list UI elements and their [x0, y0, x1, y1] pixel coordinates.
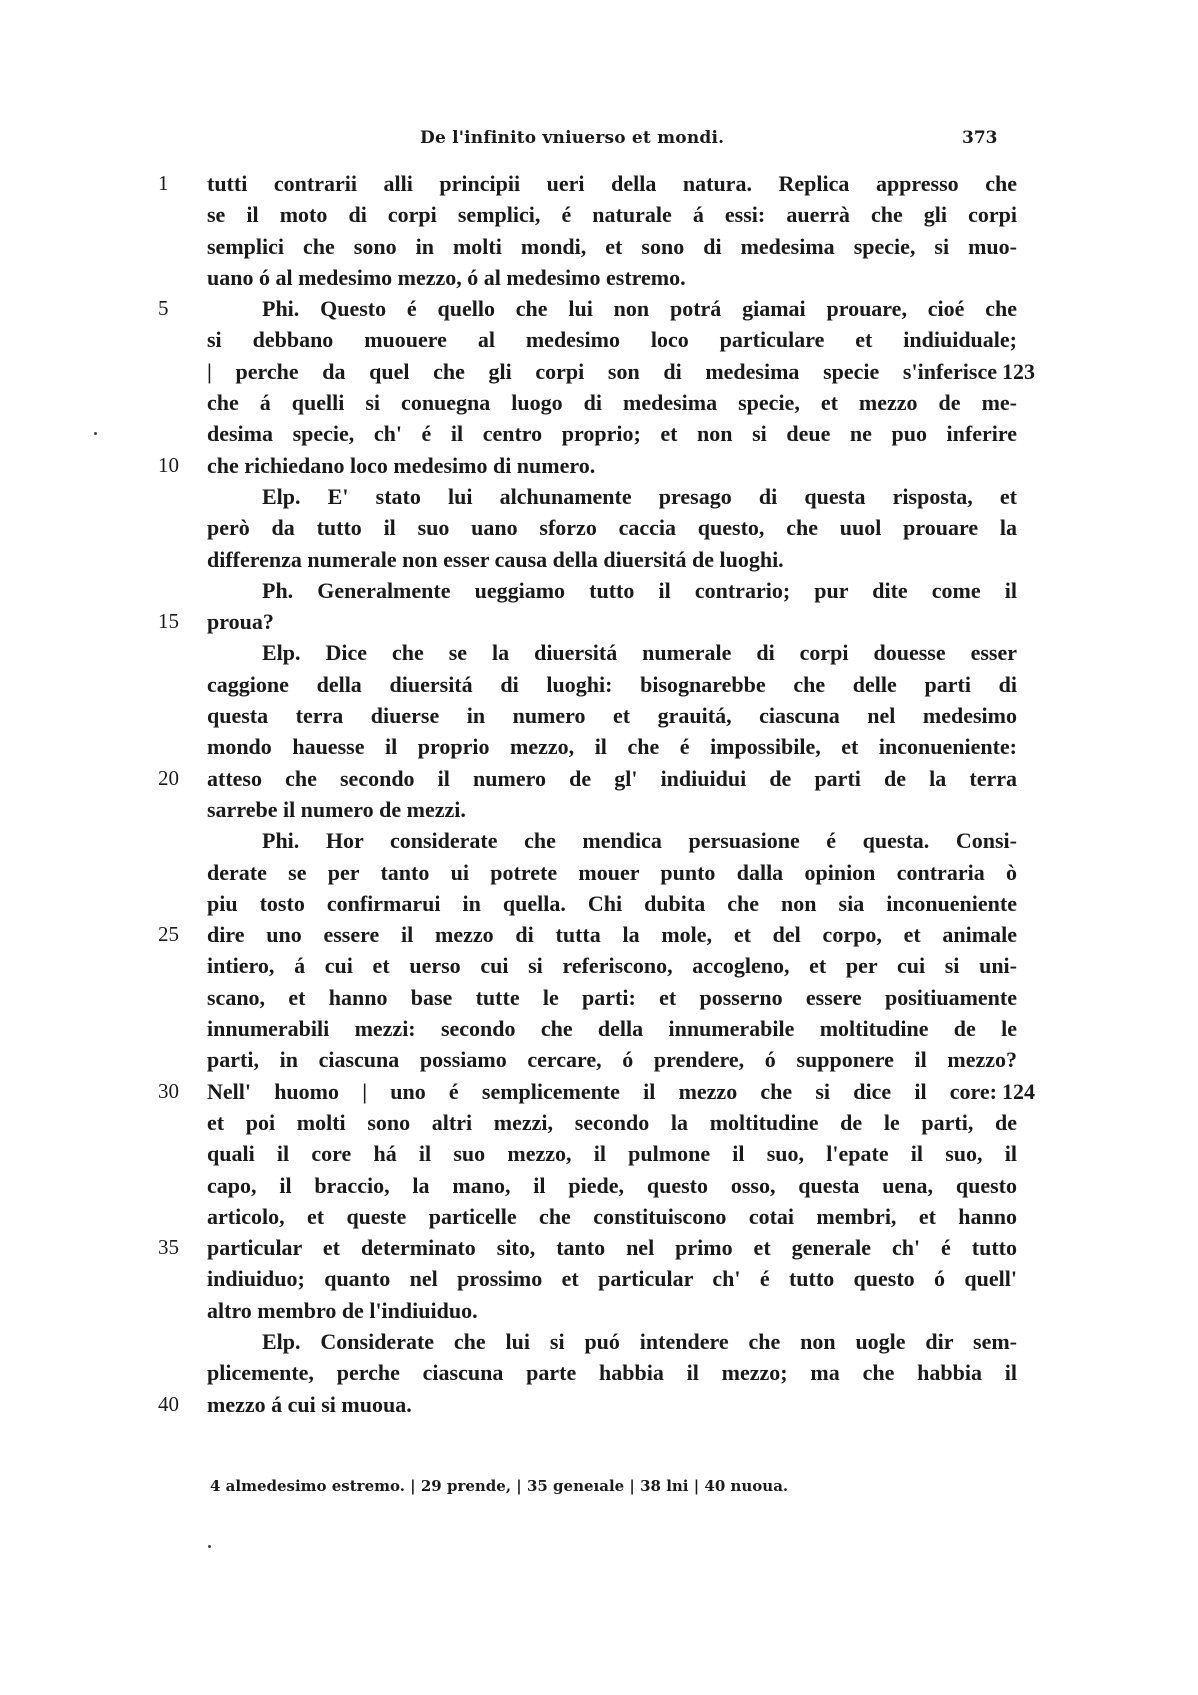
line-text: però da tutto il suo uano sforzo caccia questo, che uuol prouare la	[207, 515, 1017, 541]
text-line	[0, 1389, 1198, 1420]
body-text	[0, 168, 1198, 1420]
line-text: plicemente, perche ciascuna parte habbia il mezzo; ma che habbia il	[207, 1360, 1017, 1386]
margin-speck	[94, 432, 97, 435]
text-line	[0, 481, 1198, 512]
line-text: si debbano muouere al medesimo loco particulare et indiuiduale;	[207, 327, 1017, 353]
line-text: proua?	[207, 609, 274, 635]
line-text: se il moto di corpi semplici, é naturale á essi: auerrà che gli corpi	[207, 202, 1017, 228]
line-number: 1	[158, 171, 169, 195]
text-line	[0, 857, 1198, 888]
line-text: atteso che secondo il numero de gl' indiuidui de parti de la terra	[207, 765, 1017, 791]
line-text: innumerabili mezzi: secondo che della innumerabile moltitudine de le	[207, 1016, 1017, 1042]
line-text: mondo hauesse il proprio mezzo, il che é impossibile, et inconueniente:	[207, 734, 1017, 760]
line-number: 35	[158, 1235, 179, 1260]
line-text: Phi. Questo é quello che lui non potrá giamai prouare, cioé che	[262, 296, 1017, 322]
line-text: indiuiduo; quanto nel prossimo et particular ch' é tutto questo ó quell'	[207, 1266, 1017, 1292]
line-text: che richiedano loco medesimo di numero.	[207, 452, 596, 478]
line-text: Elp. Dice che se la diuersitá numerale di corpi douesse esser	[262, 640, 1017, 666]
text-line	[0, 888, 1198, 919]
text-line	[0, 1201, 1198, 1232]
text-line	[0, 199, 1198, 230]
text-line	[0, 982, 1198, 1013]
text-line	[0, 669, 1198, 700]
line-text: semplici che sono in molti mondi, et sono di medesima specie, si muo-	[207, 233, 1017, 259]
text-line	[0, 825, 1198, 856]
text-line	[0, 794, 1198, 825]
text-line	[0, 1044, 1198, 1075]
text-line	[0, 763, 1198, 794]
line-number: 25	[158, 922, 179, 947]
text-line	[0, 575, 1198, 606]
line-number: 15	[158, 609, 179, 634]
text-line	[0, 1107, 1198, 1138]
line-text: Phi. Hor considerate che mendica persuasione é questa. Consi-	[262, 828, 1017, 854]
line-text: intiero, á cui et uerso cui si referiscono, accogleno, et per cui si uni-	[207, 953, 1017, 979]
line-text: caggione della diuersitá di luoghi: bisognarebbe che delle parti di	[207, 671, 1017, 697]
line-text: piu tosto confirmarui in quella. Chi dubita che non sia inconueniente	[207, 890, 1017, 916]
text-line	[0, 1232, 1198, 1263]
text-line	[0, 1138, 1198, 1169]
text-line	[0, 950, 1198, 981]
text-line	[0, 1357, 1198, 1388]
line-number: 5	[158, 296, 169, 321]
critical-apparatus-footnote: 4 almedesimo estremo. | 29 prende, | 35 geneıale | 38 lni | 40 nuoua.	[210, 1477, 789, 1495]
line-text: Elp. Considerate che lui si puó intendere che non uogle dir sem-	[262, 1328, 1017, 1354]
line-text: capo, il braccio, la mano, il piede, questo osso, questa uena, questo	[207, 1172, 1017, 1198]
page-number: 373	[962, 128, 998, 148]
line-text: Ph. Generalmente ueggiamo tutto il contrario; pur dite come il	[262, 577, 1017, 603]
text-line	[0, 919, 1198, 950]
text-line	[0, 700, 1198, 731]
line-text: parti, in ciascuna possiamo cercare, ó prendere, ó supponere il mezzo?	[207, 1047, 1017, 1073]
text-line	[0, 512, 1198, 543]
running-title: De l'infinito vniuerso et mondi.	[420, 128, 725, 148]
original-page-marker: 124	[1002, 1078, 1035, 1104]
line-text: differenza numerale non esser causa della diuersitá de luoghi.	[207, 546, 784, 572]
text-line	[0, 356, 1198, 387]
text-line	[0, 606, 1198, 637]
line-text: derate se per tanto ui potrete mouer punto dalla opinion contraria ò	[207, 859, 1017, 885]
line-text: Nell' huomo | uno é semplicemente il mezzo che si dice il core:	[207, 1078, 997, 1104]
line-number: 40	[158, 1391, 179, 1416]
line-text: | perche da quel che gli corpi son di medesima specie s'inferisce	[207, 358, 997, 384]
text-line	[0, 262, 1198, 293]
line-text: altro membro de l'indiuiduo.	[207, 1297, 478, 1323]
line-text: scano, et hanno base tutte le parti: et posserno essere positiuamente	[207, 984, 1017, 1010]
line-text: et poi molti sono altri mezzi, secondo la moltitudine de le parti, de	[207, 1109, 1017, 1135]
text-line	[0, 1170, 1198, 1201]
line-text: uano ó al medesimo mezzo, ó al medesimo estremo.	[207, 264, 686, 290]
text-line	[0, 450, 1198, 481]
line-text: che á quelli si conuegna luogo di medesima specie, et mezzo de me-	[207, 390, 1017, 416]
line-text: mezzo á cui si muoua.	[207, 1391, 412, 1417]
line-text: questa terra diuerse in numero et grauitá, ciascuna nel medesimo	[207, 703, 1017, 729]
text-line	[0, 544, 1198, 575]
text-line	[0, 1326, 1198, 1357]
text-line	[0, 387, 1198, 418]
line-text: tutti contrarii alli principii ueri della natura. Replica appresso che	[207, 171, 1017, 196]
text-line	[0, 324, 1198, 355]
line-text: articolo, et queste particelle che constituiscono cotai membri, et hanno	[207, 1203, 1017, 1229]
original-page-marker: 123	[1002, 358, 1035, 384]
line-text: particular et determinato sito, tanto nel primo et generale ch' é tutto	[207, 1235, 1017, 1261]
line-number: 30	[158, 1078, 179, 1103]
text-line	[0, 731, 1198, 762]
line-text: desima specie, ch' é il centro proprio; et non si deue ne puo inferire	[207, 421, 1017, 447]
text-line	[0, 1263, 1198, 1294]
text-line	[0, 231, 1198, 262]
line-text: sarrebe il numero de mezzi.	[207, 796, 466, 822]
text-line	[0, 168, 1198, 199]
line-number: 10	[158, 452, 179, 477]
text-line	[0, 1295, 1198, 1326]
line-text: Elp. E' stato lui alchunamente presago di questa risposta, et	[262, 483, 1017, 509]
text-line	[0, 637, 1198, 668]
line-text: dire uno essere il mezzo di tutta la mole, et del corpo, et animale	[207, 922, 1017, 948]
margin-speck	[208, 1545, 211, 1548]
line-text: quali il core há il suo mezzo, il pulmone il suo, l'epate il suo, il	[207, 1141, 1017, 1167]
text-line	[0, 293, 1198, 324]
text-line	[0, 418, 1198, 449]
line-number: 20	[158, 765, 179, 790]
text-line	[0, 1013, 1198, 1044]
text-line	[0, 1076, 1198, 1107]
